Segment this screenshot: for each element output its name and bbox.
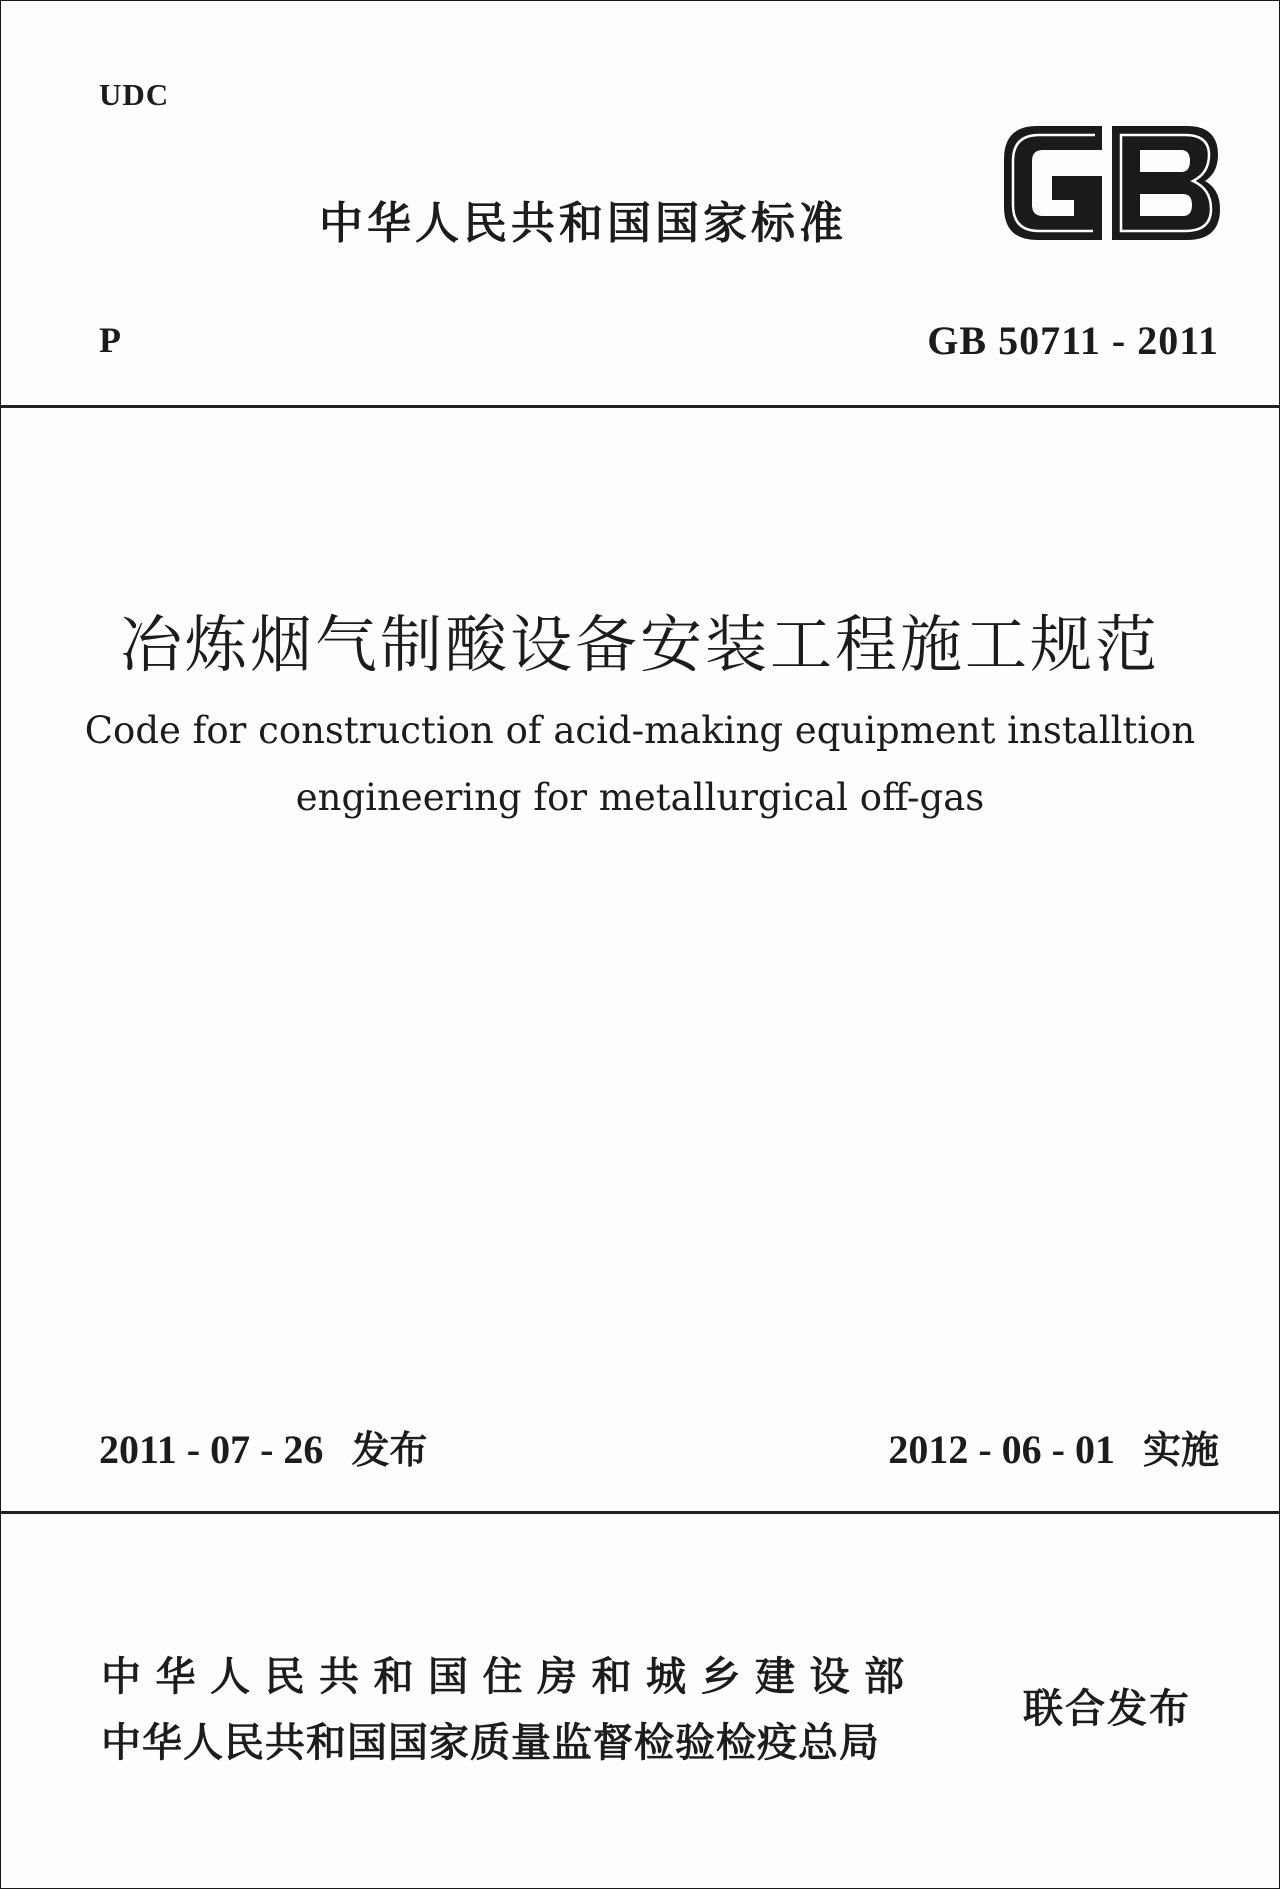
category-code: P xyxy=(99,320,121,360)
udc-label: UDC xyxy=(99,77,170,112)
title-chinese: 冶炼烟气制酸设备安装工程施工规范 xyxy=(119,608,1160,681)
joint-issue-label: 联合发布 xyxy=(1023,1686,1191,1732)
issue-label: 发布 xyxy=(351,1428,428,1472)
bottom-divider xyxy=(1,1511,1279,1514)
standard-type-heading: 中华人民共和国国家标准 xyxy=(319,198,847,249)
issue-date-block xyxy=(99,1419,427,1474)
title-english-line2: engineering for metallurgical off-gas xyxy=(295,776,985,819)
top-divider xyxy=(1,405,1279,408)
issue-date: 2011 - 07 - 26 xyxy=(99,1427,324,1472)
gb-logo-icon xyxy=(997,119,1225,247)
standard-number: GB 50711 - 2011 xyxy=(927,318,1219,363)
implementation-label: 实施 xyxy=(1142,1428,1219,1472)
implementation-date: 2012 - 06 - 01 xyxy=(888,1427,1115,1472)
publisher-line1: 中华人民共和国住房和城乡建设部 xyxy=(101,1654,919,1700)
title-english-line1: Code for construction of acid-making equipment installtion xyxy=(84,709,1196,752)
publisher-line2: 中华人民共和国国家质量监督检验检疫总局 xyxy=(101,1720,880,1766)
implementation-date-block xyxy=(888,1419,1219,1474)
